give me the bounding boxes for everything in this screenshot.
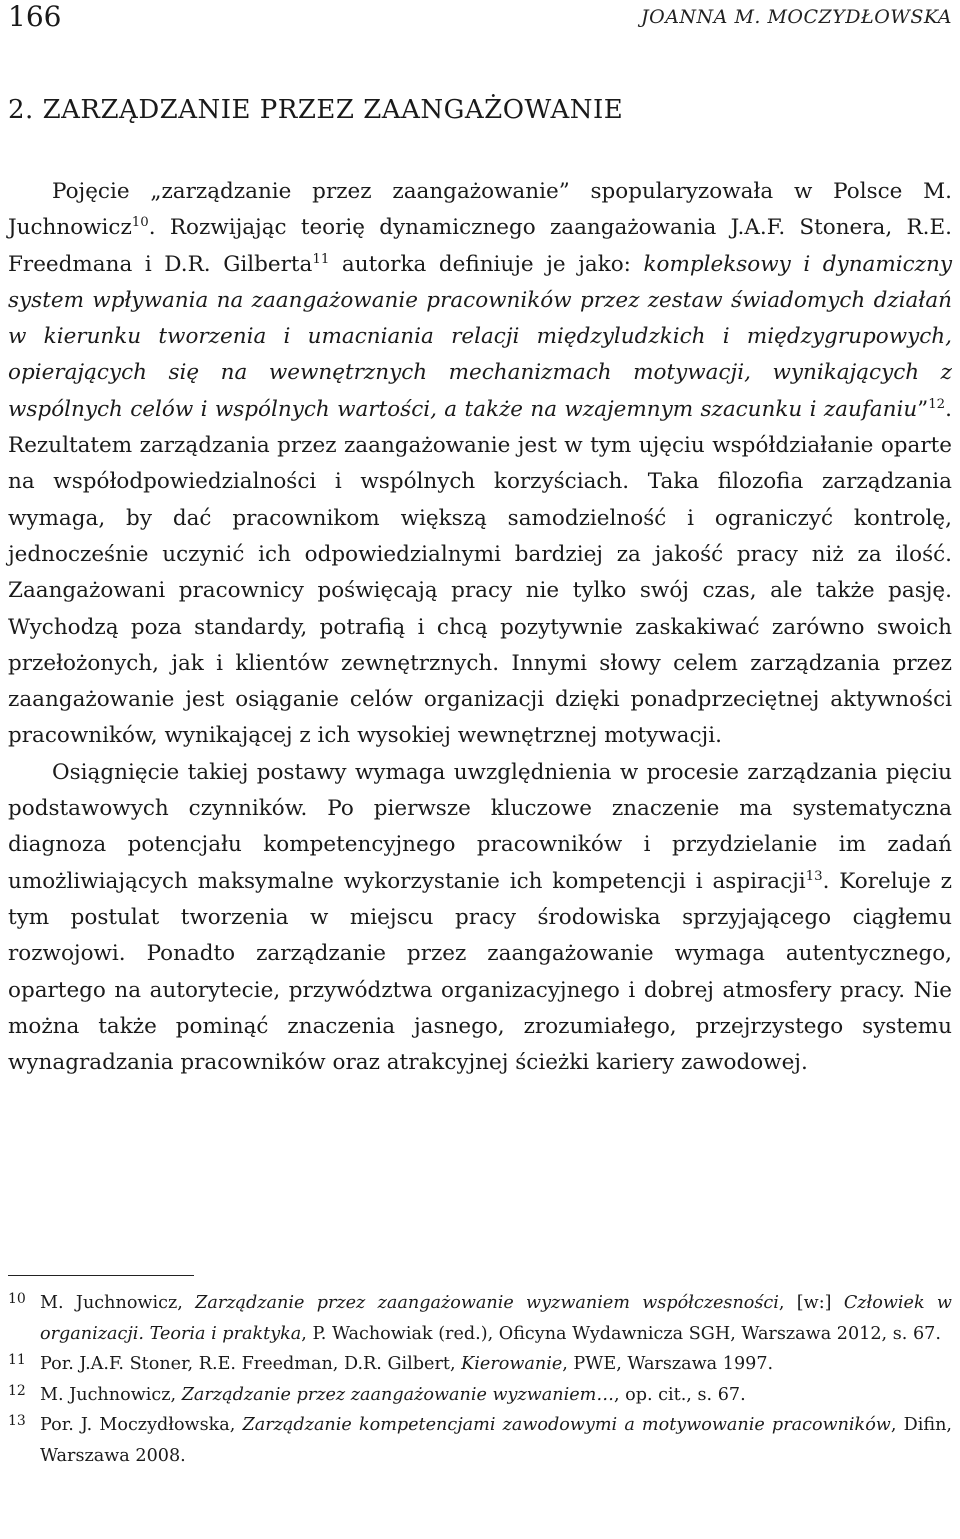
paragraph-text: . Koreluje z tym postulat tworzenia w miejscu pracy środowiska sprzyjającego ciągłemu rozwojowi. Ponadto zarządzanie przez zaangażowanie wymaga autentycznego, opartego na autorytecie, przywództwa organizacyjnego i dobrej atmosfery pracy. Nie można także pominąć znaczenia jasnego, zrozumiałego, przejrzystego systemu wynagradzania pracowników oraz atrakcyjnej ścieżki kariery zawodowej. [8,868,952,1076]
paragraph-text: . Rozwijając teorię dynamicznego zaangażowania J.A.F. Stonera, R.E. Freedmana i D.R. Gilberta [8,215,952,277]
footnote-ref-12: 12 [928,396,946,412]
footnote-13 [8,1410,952,1471]
running-head-author: JOANNA M. MOCZYDŁOWSKA [641,6,952,28]
footnote-title: Zarządzanie przez zaangażowanie wyzwaniem… [181,1384,614,1405]
footnote-number: 10 [8,1291,26,1307]
footnote-text: , Difin, Warszawa 2008. [40,1415,952,1466]
footnote-title: Zarządzanie kompetencjami zawodowymi a motywowanie pracowników [242,1415,891,1435]
footnote-12 [8,1380,952,1411]
footnote-11 [8,1349,952,1380]
footnote-separator [8,1275,194,1276]
footnote-number: 11 [8,1352,26,1368]
footnote-title: Zarządzanie przez zaangażowanie wyzwaniem współczesności [195,1293,779,1313]
footnote-number: 13 [8,1413,26,1429]
paragraph-text: Pojęcie „zarządzanie przez zaangażowanie” spopularyzowała w Polsce M. Juchnowicz [8,179,952,241]
closing-quote-mark: ” [917,396,929,422]
footnote-ref-10: 10 [131,215,149,231]
page-number: 166 [8,0,62,33]
footnote-title: Kierowanie [461,1354,563,1374]
paragraph-text: autorka definiuje je jako: [329,251,644,277]
definition-quote: kompleksowy i dynamiczny system wpływania na zaangażowanie pracowników przez zestaw świadomych działań w kierunku tworzenia i umacniania relacji międzyludzkich i międzygrupowych, opierających się na wewnętrznych mechanizmach motywacji, wynikających z wspólnych celów i wspólnych wartości, a także na wzajemnym szacunku i zaufaniu [8,251,952,422]
footnote-number: 12 [8,1382,26,1399]
footnote-10 [8,1288,952,1349]
footnote-ref-13: 13 [805,868,823,884]
footnote-ref-11: 11 [312,251,330,267]
section-title: 2. ZARZĄDZANIE PRZEZ ZAANGAŻOWANIE [8,95,624,125]
footnote-text: M. Juchnowicz, [40,1293,196,1313]
footnote-text: , [w:] [778,1293,844,1313]
paragraph-text: . Rezultatem zarządzania przez zaangażowanie jest w tym ujęciu współdziałanie oparte na współodpowiedzialności i wspólnych korzyściach. Taka filozofia zarządzania wymaga, by dać pracownikom większą samodzielność i ograniczyć kontrolę, jednocześnie uczynić ich odpowiedzialnymi bardziej za jakość pracy niż za ilość. Zaangażowani pracownicy poświęcają pracy nie tylko swój czas, ale także pasję. Wychodzą poza standardy, potrafią i chcą pozytywnie zaskakiwać zarówno swoich przełożonych, jak i klientów zewnętrznych. Innymi słowy celem zarządzania przez zaangażowanie jest osiąganie celów organizacji dzięki ponadprzeciętnej aktywności pracowników, wynikającej z ich wysokiej wewnętrznej motywacji. [8,396,952,749]
paragraph-2 [8,755,952,1082]
footnote-text: , P. Wachowiak (red.), Oficyna Wydawnicza SGH, Warszawa 2012, s. 67. [301,1323,941,1344]
footnote-text: Por. J.A.F. Stoner, R.E. Freedman, D.R. Gilbert, [40,1354,462,1374]
page-header [8,0,952,40]
footnote-text: , op. cit., s. 67. [613,1384,746,1405]
footnote-text: Por. J. Moczydłowska, [40,1415,243,1435]
footnotes [8,1288,952,1471]
footnote-title: Człowiek w organizacji. Teoria i praktyka [40,1293,952,1344]
footnote-text: , PWE, Warszawa 1997. [562,1354,774,1374]
paragraph-text: Osiągnięcie takiej postawy wymaga uwzględnienia w procesie zarządzania pięciu podstawowych czynników. Po pierwsze kluczowe znaczenie ma systematyczna diagnoza potencjału kompetencyjnego pracowników i przydzielanie im zadań umożliwiających maksymalne wykorzystanie ich kompetencji i aspiracji [8,759,952,894]
footnote-text: M. Juchnowicz, [40,1384,182,1405]
paragraph-1 [8,174,952,755]
body-text [8,174,952,1081]
